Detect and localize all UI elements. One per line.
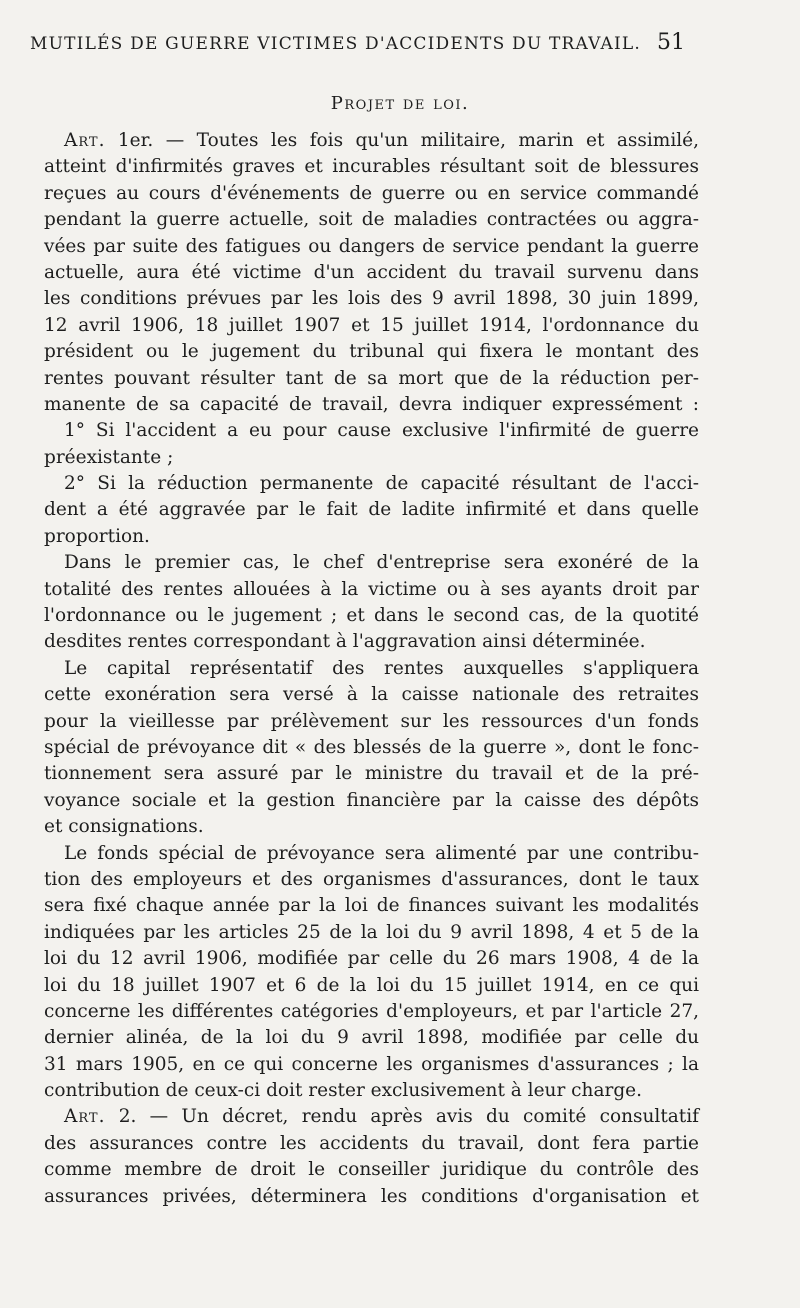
text-line: comme membre de droit le conseiller juridique du contrôle des xyxy=(44,1159,699,1181)
text-line: actuelle, aura été victime d'un accident du travail survenu dans xyxy=(44,261,699,283)
text-line: 2° Si la réduction permanente de capacité résultant de l'acci- xyxy=(64,473,699,495)
text-line: contribution de ceux-ci doit rester exclusivement à leur charge. xyxy=(44,1080,643,1102)
text-line: desdites rentes correspondant à l'aggravation ainsi déterminée. xyxy=(44,631,646,653)
text-line: indiquées par les articles 25 de la loi du 9 avril 1898, 4 et 5 de la xyxy=(44,921,699,943)
running-title: MUTILÉS DE GUERRE VICTIMES D'ACCIDENTS DU TRAVAIL. xyxy=(30,34,641,54)
text-line: dent a été aggravée par le fait de ladite infirmité et dans quelle xyxy=(44,499,699,521)
text-line: reçues au cours d'événements de guerre ou en service commandé xyxy=(44,182,699,204)
text-line: cette exonération sera versé à la caisse nationale des retraites xyxy=(44,684,699,706)
text-line: Dans le premier cas, le chef d'entreprise sera exonéré de la xyxy=(64,552,699,574)
text-line: et consignations. xyxy=(44,816,204,838)
text-line: voyance sociale et la gestion financière par la caisse des dépôts xyxy=(44,789,699,811)
text-line: manente de sa capacité de travail, devra indiquer expressément : xyxy=(44,393,699,415)
text-line: préexistante ; xyxy=(44,446,174,468)
article-marker: Art. xyxy=(64,1106,106,1128)
text-line: rentes pouvant résulter tant de sa mort que de la réduction per- xyxy=(44,367,699,389)
text-line: l'ordonnance ou le jugement ; et dans le second cas, de la quotité xyxy=(44,605,699,627)
page-number: 51 xyxy=(657,30,685,55)
text-line: tionnement sera assuré par le ministre du travail et de la pré- xyxy=(44,763,699,785)
text-line: assurances privées, déterminera les conditions d'organisation et xyxy=(44,1185,699,1207)
text-line: des assurances contre les accidents du travail, dont fera partie xyxy=(44,1132,699,1154)
text-line: 31 mars 1905, en ce qui concerne les organismes d'assurances ; la xyxy=(44,1053,699,1075)
text-line: pour la vieillesse par prélèvement sur les ressources d'un fonds xyxy=(44,710,699,732)
text-line: Art. 1er. — Toutes les fois qu'un militaire, marin et assimilé, xyxy=(64,130,699,151)
running-head xyxy=(30,30,685,55)
text-line: atteint d'infirmités graves et incurables résultant soit de blessures xyxy=(44,156,699,178)
text-line: spécial de prévoyance dit « des blessés de la guerre », dont le fonc- xyxy=(44,736,699,758)
text-line: proportion. xyxy=(44,525,150,547)
text-line: dernier alinéa, de la loi du 9 avril 1898, modifiée par celle du xyxy=(44,1027,699,1049)
text-line: vées par suite des fatigues ou dangers de service pendant la guerre xyxy=(44,235,699,257)
text-line: tion des employeurs et des organismes d'assurances, dont le taux xyxy=(44,868,699,890)
text-line: pendant la guerre actuelle, soit de maladies contractées ou aggra- xyxy=(44,209,699,231)
section-title: Projet de loi. xyxy=(330,93,470,114)
text-line: loi du 18 juillet 1907 et 6 de la loi du 15 juillet 1914, en ce qui xyxy=(44,974,699,996)
text-line: les conditions prévues par les lois des 9 avril 1898, 30 juin 1899, xyxy=(44,288,699,310)
article-marker: Art. xyxy=(64,130,106,151)
text-line: Art. 2. — Un décret, rendu après avis du comité consultatif xyxy=(64,1106,699,1128)
body-text xyxy=(44,128,699,1210)
text-line: concerne les différentes catégories d'employeurs, et par l'article 27, xyxy=(44,1000,699,1022)
text-line: 12 avril 1906, 18 juillet 1907 et 15 juillet 1914, l'ordonnance du xyxy=(44,314,699,336)
text-line: loi du 12 avril 1906, modifiée par celle du 26 mars 1908, 4 de la xyxy=(44,948,699,970)
text-line: Le fonds spécial de prévoyance sera alimenté par une contribu- xyxy=(64,842,699,864)
text-line: 1° Si l'accident a eu pour cause exclusive l'infirmité de guerre xyxy=(64,420,699,442)
text-line: totalité des rentes allouées à la victime ou à ses ayants droit par xyxy=(44,578,699,600)
text-line: Le capital représentatif des rentes auxquelles s'appliquera xyxy=(64,657,699,679)
text-line: sera fixé chaque année par la loi de finances suivant les modalités xyxy=(44,895,699,917)
text-line: président ou le jugement du tribunal qui fixera le montant des xyxy=(44,341,699,363)
